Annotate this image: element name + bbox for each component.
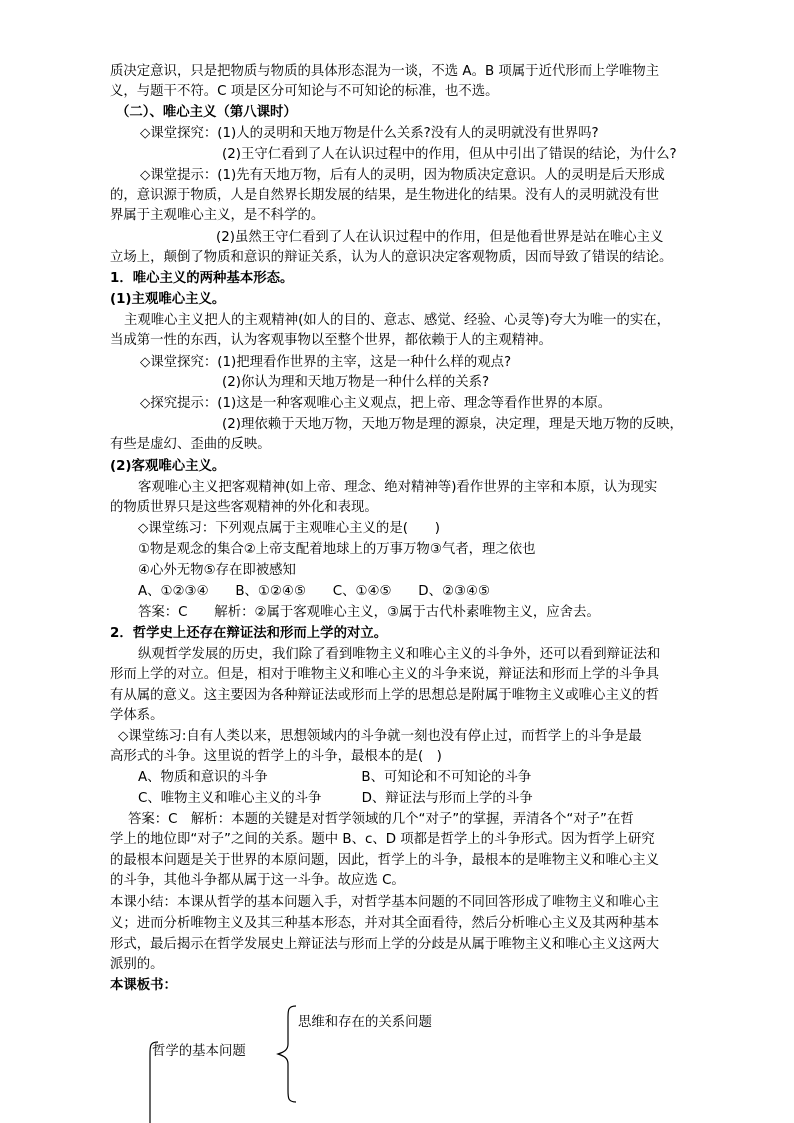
text-line: ◇课堂练习:自有人类以来，思想领域内的斗争就一刻也没有停止过，而哲学上的斗争是最 [118,729,642,744]
text-line: 客观唯心主义把客观精神(如上帝、理念、绝对精神等)看作世界的主宰和本原，认为现实 [138,480,658,495]
text-line: 质决定意识，只是把物质与物质的具体形态混为一谈，不选 A。B 项属于近代形而上学唯物主 [110,64,660,79]
text-line: 有从属的意义。这主要因为各种辩证法或形而上学的思想总是附属于唯物主义或唯心主义的哲 [110,688,660,703]
section-heading: 2．哲学史上还存在辩证法和形而上学的对立。 [110,626,388,641]
text-line: 主观唯心主义把人的主观精神(如人的目的、意志、感觉、经验、心灵等)夸大为唯一的实在， [124,313,671,328]
text-line: 的，意识源于物质，人是自然界长期发展的结果，是生物进化的结果。没有人的灵明就没有世 [110,188,660,203]
text-line: 义，与题干不符。C 项是区分可知论与不可知论的标准，也不选。 [110,84,499,99]
text-line: 的物质世界只是这些客观精神的外化和表现。 [110,500,378,515]
section-heading: （二）、唯心主义（第八课时） [116,105,297,120]
text-line: A、①②③④ B、①②④⑤ C、①④⑤ D、②③④⑤ [138,584,490,599]
text-line: 立场上，颠倒了物质和意识的辩证关系，认为人的意识决定客观物质，因而导致了错误的结论。 [110,250,673,265]
text-line: ④心外无物⑤存在即被感知 [138,563,296,578]
outline-root-label: 哲学的基本问题 [152,1044,246,1059]
text-line: ◇课堂提示：(1)先有天地万物，后有人的灵明，因为物质决定意识。人的灵明是后天形成 [140,168,665,183]
text-line: ◇课堂探究：(1)把理看作世界的主宰，这是一种什么样的观点? [140,355,512,370]
text-line: A、物质和意识的斗争 B、可知论和不可知论的斗争 [138,770,532,785]
text-line: 学上的地位即“对子”之间的关系。题中 B、c、D 项都是哲学上的斗争形式。因为哲学上研究 [110,832,655,847]
text-line: ◇课堂探究：(1)人的灵明和天地万物是什么关系?没有人的灵明就没有世界吗? [140,126,599,141]
text-line: 本课小结：本课从哲学的基本问题入手，对哲学基本问题的不同回答形成了唯物主义和唯心主 [110,895,660,910]
section-heading: 1．唯心主义的两种基本形态。 [110,271,294,286]
text-line: ①物是观念的集合②上帝支配着地球上的万事万物③气者，理之依也 [138,542,536,557]
section-heading: (2)客观唯心主义。 [110,459,226,474]
text-line: (2)王守仁看到了人在认识过程中的作用，但从中引出了错误的结论，为什么? [222,147,677,162]
text-line: 答案：C 解析：本题的关键是对哲学领域的几个“对子”的掌握，弄清各个“对子”在哲 [128,812,634,827]
text-line: 的最根本问题是关于世界的本原问题，因此，哲学上的斗争，最根本的是唯物主义和唯心主义 [110,853,660,868]
section-heading: 本课板书： [110,978,177,993]
outline-brace-inner [276,1004,298,1104]
text-line: 派别的。 [110,957,164,972]
text-line: 有些是虚幻、歪曲的反映。 [110,437,271,452]
text-line: 高形式的斗争。这里说的哲学上的斗争，最根本的是( ) [110,749,442,764]
text-line: (2)你认为理和天地万物是一种什么样的关系? [222,375,490,390]
section-heading: (1)主观唯心主义。 [110,292,226,307]
text-line: ◇探究提示：(1)这是一种客观唯心主义观点，把上帝、理念等看作世界的本原。 [140,396,612,411]
text-line: (2)虽然王守仁看到了人在认识过程中的作用，但是他看世界是站在唯心主义 [216,230,664,245]
text-line: C、唯物主义和唯心主义的斗争 D、辩证法与形而上学的斗争 [138,791,533,806]
outline-branch-top: 思维和存在的关系问题 [298,1015,432,1030]
text-line: 界属于主观唯心主义，是不科学的。 [110,208,325,223]
text-line: 形式，最后揭示在哲学发展史上辩证法与形而上学的分歧是从属于唯物主义和唯心主义这两大 [110,937,660,952]
text-line: 纵观哲学发展的历史，我们除了看到唯物主义和唯心主义的斗争外，还可以看到辩证法和 [138,647,661,662]
text-line: 学体系。 [110,708,164,723]
text-line: 形而上学的对立。但是，相对于唯物主义和唯心主义的斗争来说，辩证法和形而上学的斗争具 [110,667,660,682]
text-line: 的斗争，其他斗争都从属于这一斗争。故应选 C。 [110,873,405,888]
text-line: ◇课堂练习：下列观点属于主观唯心主义的是( ) [138,521,440,536]
text-line: 义；进而分析唯物主义及其三种基本形态，并对其全面看待，然后分析唯心主义及其两种基本 [110,916,660,931]
text-line: 当成第一性的东西，认为客观事物以至整个世界，都依赖于人的主观精神。 [110,333,552,348]
text-line: (2)理依赖于天地万物，天地万物是理的源泉，决定理，理是天地万物的反映， [222,417,683,432]
text-line: 答案：C 解析：②属于客观唯心主义，③属于古代朴素唯物主义，应舍去。 [138,605,600,620]
